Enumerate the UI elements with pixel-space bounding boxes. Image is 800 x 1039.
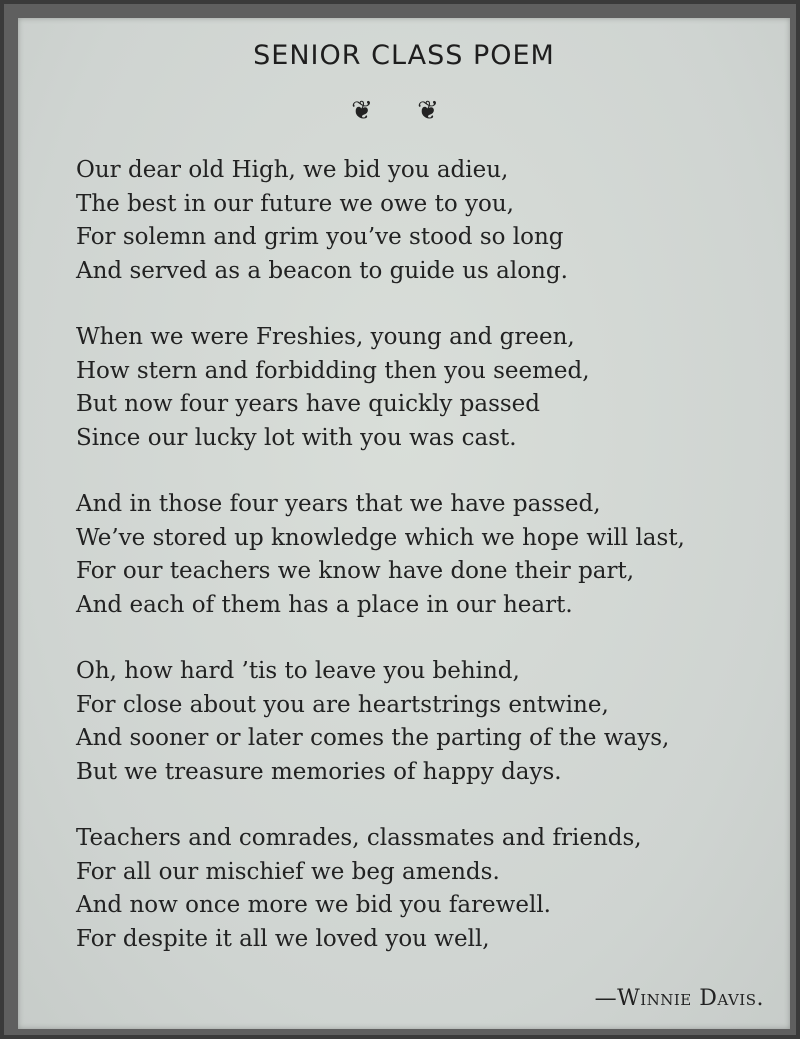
stanza-1 (76, 154, 776, 288)
stanza-2 (76, 321, 776, 455)
poem-line: And sooner or later comes the parting of the ways, (76, 725, 670, 751)
poem-body (76, 154, 776, 989)
poem-line: But we treasure memories of happy days. (76, 758, 562, 785)
decorative-ornament: ❦ ❦ (351, 96, 457, 126)
poem-line: For solemn and grim you’ve stood so long (76, 224, 564, 250)
page-title: SENIOR CLASS POEM (253, 40, 555, 71)
poem-line: And now once more we bid you farewell. (76, 892, 551, 918)
poem-line: But now four years have quickly passed (76, 391, 541, 417)
poem-line: And served as a beacon to guide us along. (76, 257, 568, 284)
stanza-3 (76, 488, 776, 622)
poem-line: For all our mischief we beg amends. (76, 858, 500, 885)
poem-page (18, 18, 790, 1029)
poem-line: We’ve stored up knowledge which we hope will last, (76, 524, 685, 551)
stanza-4 (76, 655, 776, 789)
poem-line: And in those four years that we have passed, (76, 491, 601, 517)
author-signature: —Winnie Davis. (594, 986, 764, 1011)
poem-line: Our dear old High, we bid you adieu, (76, 157, 509, 183)
poem-line: Since our lucky lot with you was cast. (76, 424, 517, 451)
poem-line: For our teachers we know have done their part, (76, 558, 635, 584)
stanza-5 (76, 822, 776, 956)
poem-line: For close about you are heartstrings entwine, (76, 691, 609, 718)
poem-line: The best in our future we owe to you, (76, 190, 514, 217)
poem-line: For despite it all we loved you well, (76, 925, 490, 952)
poem-line: When we were Freshies, young and green, (76, 324, 575, 350)
poem-line: And each of them has a place in our heart. (76, 591, 573, 618)
poem-line: Teachers and comrades, classmates and friends, (76, 825, 642, 851)
poem-line: Oh, how hard ’tis to leave you behind, (76, 658, 520, 684)
poem-line: How stern and forbidding then you seemed, (76, 357, 590, 384)
